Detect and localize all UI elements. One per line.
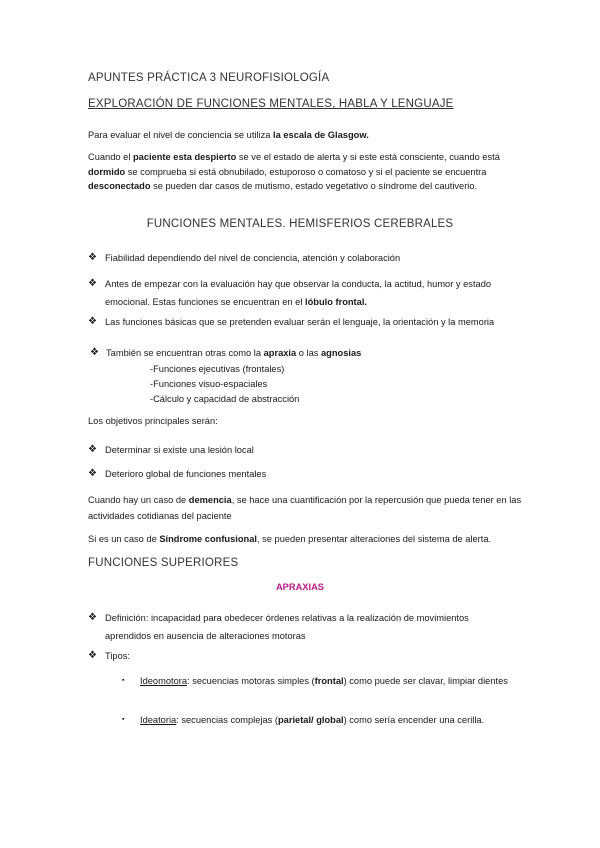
square-bullet-icon: ▪ (122, 677, 125, 684)
square-bullet-icon: ▪ (122, 716, 125, 723)
list-item: Ideatoria: secuencias complejas (parietal/ global) como sería encender una cerilla. (140, 715, 485, 725)
diamond-bullet-icon: ❖ (88, 444, 97, 455)
paragraph-demencia: Cuando hay un caso de demencia, se hace una cuantificación por la repercusión que pueda tener en las actividades cotidianas del paciente (88, 495, 522, 521)
diamond-bullet-icon: ❖ (88, 650, 97, 661)
list-item: Ideomotora: secuencias motoras simples (frontal) como puede ser clavar, limpiar dientes (140, 676, 508, 686)
section-heading-funciones-mentales: FUNCIONES MENTALES. HEMISFERIOS CEREBRALES (146, 218, 454, 230)
section-heading-exploracion: EXPLORACIÓN DE FUNCIONES MENTALES, HABLA Y LENGUAJE (88, 98, 454, 110)
diamond-bullet-icon: ❖ (88, 252, 97, 263)
diamond-bullet-icon: ❖ (88, 278, 97, 289)
paragraph-objetivos: Los objetivos principales serán: (88, 416, 218, 426)
paragraph-confusional: Si es un caso de Síndrome confusional, se pueden presentar alteraciones del sistema de alerta. (88, 534, 492, 544)
sub-item: -Cálculo y capacidad de abstracción (150, 394, 300, 404)
diamond-bullet-icon: ❖ (90, 347, 99, 358)
sub-item: -Funciones ejecutivas (frontales) (150, 364, 285, 374)
section-heading-funciones-superiores: FUNCIONES SUPERIORES (88, 557, 239, 569)
diamond-bullet-icon: ❖ (88, 612, 97, 623)
paragraph-estados: Cuando el paciente esta despierto se ve el estado de alerta y si este está consciente, cuando está dormido se comprueba si está obnubilado, estuporoso o comatoso y si el paciente se encuentra desconectado se pueden dar casos de mutismo, estado vegetativo o síndrome del cautiverio. (88, 152, 500, 191)
document-page: APUNTES PRÁCTICA 3 NEUROFISIOLOGÍA EXPLORACIÓN DE FUNCIONES MENTALES, HABLA Y LENGUAJE Para evaluar el nivel de conciencia se utiliza la escala de Glasgow. Cuando el paciente esta despierto se ve el estado de alerta y si este está consciente, cuando está dormido se comprueba si está obnubilado, estuporoso o comatoso y si el paciente se encuentra desconectado se pueden dar casos de mutismo, estado vegetativo o síndrome del cautiverio. FUNCIONES MENTALES. HEMISFERIOS CEREBRALES ❖ Fiabilidad dependiendo del nivel de conciencia, atención y colaboración ❖ Antes de empezar con la evaluación hay que observar la conducta, la actitud, humor y estado emocional. Estas funciones se encuentran en el lóbulo frontal. ❖ Las funciones básicas que se pretenden evaluar serán el lenguaje, la orientación y la memoria ❖ También se encuentran otras como la apraxia o las agnosias -Funciones ejecutivas (frontales) -Funciones visuo-espaciales -Cálculo y capacidad de abstracción Los objetivos principales serán: ❖ Determinar si existe una lesión local ❖ Deterioro global de funciones mentales Cuando hay un caso de demencia, se hace una cuantificación por la repercusión que pueda tener en las actividades cotidianas del paciente Si es un caso de Síndrome confusional, se pueden presentar alteraciones del sistema de alerta. FUNCIONES SUPERIORES APRAXIAS ❖ Definición: incapacidad para obedecer órdenes relativas a la realización de movimientos aprendidos en ausencia de alteraciones motoras ❖ Tipos: ▪ Ideomotora: secuencias motoras simples (frontal) como puede ser clavar, limpiar dientes ▪ Ideatoria: secuencias complejas (parietal/ global) como sería encender una cerilla. (0, 0, 600, 848)
diamond-bullet-icon: ❖ (88, 316, 97, 327)
subsection-heading-apraxias: APRAXIAS (275, 582, 325, 592)
diamond-bullet-icon: ❖ (88, 468, 97, 479)
paragraph-glasgow: Para evaluar el nivel de conciencia se utiliza la escala de Glasgow. (88, 130, 369, 140)
sub-item: -Funciones visuo-espaciales (150, 379, 268, 389)
doc-title: APUNTES PRÁCTICA 3 NEUROFISIOLOGÍA (88, 72, 330, 84)
